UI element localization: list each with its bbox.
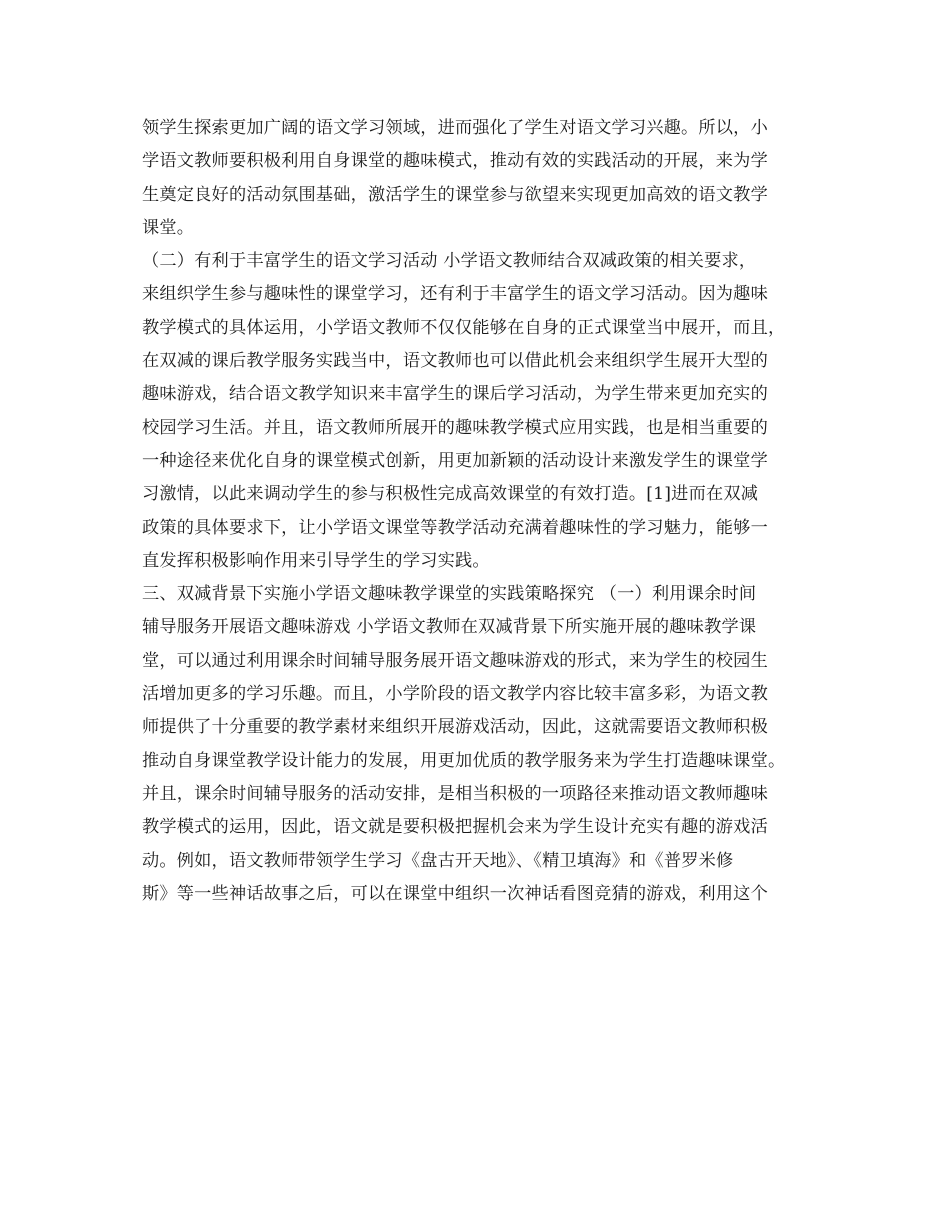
text-line-5: （二）有利于丰富学生的语文学习活动 小学语文教师结合双减政策的相关要求， — [142, 251, 757, 272]
text-line-13: 政策的具体要求下，让小学语文课堂等教学活动充满着趣味性的学习魅力，能够一 — [142, 517, 768, 538]
text-line-4: 课堂。 — [142, 217, 195, 238]
text-line-17: 堂，可以通过利用课余时间辅导服务展开语文趣味游戏的形式，来为学生的校园生 — [142, 650, 768, 671]
text-line-7: 教学模式的具体运用，小学语文教师不仅仅能够在自身的正式课堂当中展开，而且， — [142, 317, 786, 338]
text-line-24: 斯》等一些神话故事之后，可以在课堂中组织一次神话看图竞猜的游戏，利用这个 — [142, 883, 768, 904]
text-line-18: 活增加更多的学习乐趣。而且，小学阶段的语文教学内容比较丰富多彩，为语文教 — [142, 684, 768, 705]
text-line-11: 一种途径来优化自身的课堂模式创新，用更加新颖的活动设计来激发学生的课堂学 — [142, 450, 768, 471]
text-line-14: 直发挥积极影响作用来引导学生的学习实践。 — [142, 550, 490, 571]
text-line-21: 并且，课余时间辅导服务的活动安排，是相当积极的一项路径来推动语文教师趣味 — [142, 783, 768, 804]
text-line-23: 动。例如，语文教师带领学生学习《盘古开天地》、《精卫填海》和《普罗米修 — [142, 850, 734, 871]
text-line-19: 师提供了十分重要的教学素材来组织开展游戏活动，因此，这就需要语文教师积极 — [142, 717, 768, 738]
text-line-1: 领学生探索更加广阔的语文学习领域，进而强化了学生对语文学习兴趣。所以，小 — [142, 118, 768, 138]
text-line-8: 在双减的课后教学服务实践当中，语文教师也可以借此机会来组织学生展开大型的 — [142, 351, 768, 372]
text-line-2: 学语文教师要积极利用自身课堂的趣味模式，推动有效的实践活动的开展，来为学 — [142, 151, 768, 172]
text-line-3: 生奠定良好的活动氛围基础，激活学生的课堂参与欲望来实现更加高效的语文教学 — [142, 184, 768, 205]
text-line-9: 趣味游戏，结合语文教学知识来丰富学生的课后学习活动，为学生带来更加充实的 — [142, 384, 768, 405]
text-line-6: 来组织学生参与趣味性的课堂学习，还有利于丰富学生的语文学习活动。因为趣味 — [142, 284, 768, 305]
text-line-22: 教学模式的运用，因此，语文就是要积极把握机会来为学生设计充实有趣的游戏活 — [142, 817, 768, 838]
text-line-12: 习激情，以此来调动学生的参与积极性完成高效课堂的有效打造。[1]进而在双减 — [142, 484, 759, 505]
body-text — [142, 112, 842, 911]
text-line-20: 推动自身课堂教学设计能力的发展，用更加优质的教学服务来为学生打造趣味课堂。 — [142, 750, 786, 771]
text-line-16: 辅导服务开展语文趣味游戏 小学语文教师在双减背景下所实施开展的趣味教学课 — [142, 617, 757, 638]
text-line-15: 三、双减背景下实施小学语文趣味教学课堂的实践策略探究 （一）利用课余时间 — [142, 584, 757, 605]
text-line-10: 校园学习生活。并且，语文教师所展开的趣味教学模式应用实践，也是相当重要的 — [142, 417, 768, 438]
